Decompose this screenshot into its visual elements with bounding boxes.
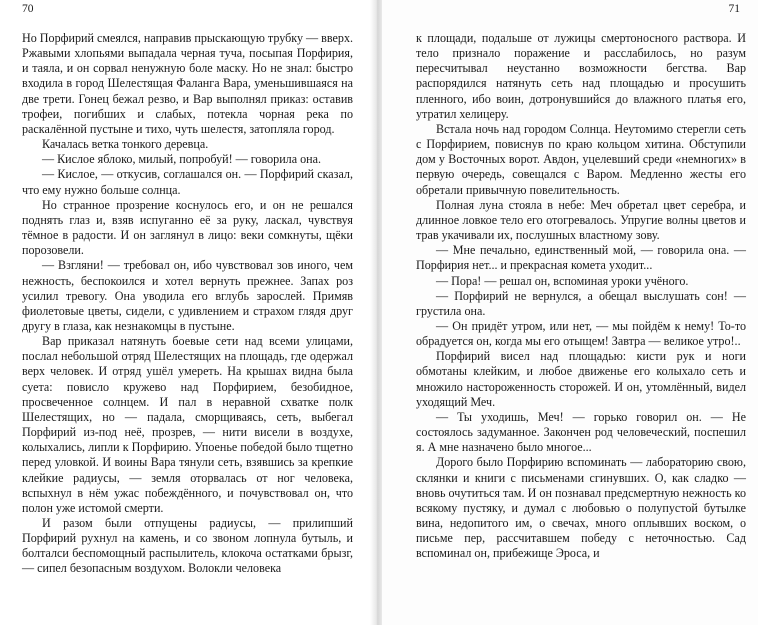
paragraph: — Кислое, — откусив, соглашался он. — Порфирий сказал, что ему нужно больше солнца. xyxy=(22,167,353,197)
left-page xyxy=(0,0,372,625)
paragraph: Вар приказал натянуть боевые сети над всеми улицами, послал небольшой отряд Шелестящих на площадь, где одержал верх человек. И отряд ушёл умереть. На крышах видна была суета: повисло кружево над Порфирием, безобидное, просвеченное солнцем. И пал в неравной схватке полк Шелестящих, но — падала, сморщиваясь, сеть, выбегал Порфирий из-под неё, прозрев, — нити висели в воздухе, колыхались, липли к Порфирию. Упоенье победой было тщетно перед уловкой. И воины Вара тянули сеть, взявшись за крепкие клейкие радиусы, — земля оторвалась от ног человека, вспыхнул в нём ужас побеждённого, и почувствовал он, что полон уже истомой смерти. xyxy=(22,334,353,515)
paragraph: И разом были отпущены радиусы, — прилипший Порфирий рухнул на камень, и со звоном лопнула бутыль, и болталси беспомощный распылитель, клокоча остатками брызг, — сипел безопасным воздухом. Волокли человека xyxy=(22,516,353,576)
paragraph: — Кислое яблоко, милый, попробуй! — говорила она. xyxy=(42,152,321,167)
paragraph: Дорого было Порфирию вспоминать — лабораторию свою, склянки и книги с письменами сгинувших. О, как сладко — вновь очутиться там. И он познавал предсмертную нежность ко всякому пустяку, и думал с любовью о полупустой бутылке вина, недопитого им, о свечах, много оплывших воском, о письме пер, рассчитавшем победу с неточностью. Сад вспоминал он, прибежище Эроса, и xyxy=(416,455,746,561)
right-page xyxy=(382,0,758,625)
paragraph: — Ты уходишь, Меч! — горько говорил он. — Не состоялось задуманное. Закончен род человеческий, поспешил я. А мне назначено было многое... xyxy=(416,409,746,455)
paragraph: Но Порфирий смеялся, направив прыскающую трубку — вверх. Ржавыми хлопьями выпадала черная туча, посыпая Порфирия, и таяла, и он сорвал ненужную боле маску. Но не знал: быстро входила в город Шелестящая Фаланга Вара, уменьшившаяся на две трети. Гонец бежал резво, и Вар выполнял приказ: оставив трофеи, погибших и слабых, потекла чорная река по раскалённой пустыне и тихо, чуть шелестя, затопляла город. xyxy=(22,31,354,136)
right-page-text xyxy=(416,31,746,561)
paragraph: Встала ночь над городом Солнца. Неутомимо стерегли сеть с Порфирием, повиснув по краю кольцом хитина. Обступили дом у Восточных ворот. Авдон, уцелевший среди «немногих» в первую очередь, совещался с Варом. Медленно жесты его обретали привычную повелительность. xyxy=(416,121,746,197)
paragraph: — Пора! — решал он, вспоминая уроки учёного. xyxy=(436,273,689,288)
paragraph: — Он придёт утром, или нет, — мы пойдём к нему! То-то обрадуется он, когда мы его отыщем! Завтра — великое утро!.. xyxy=(416,318,746,349)
paragraph: Порфирий висел над площадью: кисти рук и ноги обмотаны клейким, и любое движенье его колыхало сеть и множило настороженность сторожей. И он, утомлённый, видел уходящий Меч. xyxy=(416,349,746,409)
page-number: 70 xyxy=(22,3,34,15)
paragraph: Полная луна стояла в небе: Меч обретал цвет серебра, и длинное ловкое тело его отогревалось. Упругие волны цветов и трав укачивали их, послушных властному зову. xyxy=(416,197,746,243)
paragraph: — Мне печально, единственный мой, — говорила она. — Порфирия нет... и прекрасная комета уходит... xyxy=(416,243,746,273)
left-page-text xyxy=(22,31,353,577)
paragraph: Качалась ветка тонкого деревца. xyxy=(42,137,209,152)
paragraph: — Взгляни! — требовал он, ибо чувствовал зов иного, чем нежность, беспокоился и хотел вернуть прежнее. Запах роз усилил тревогу. Она уводила его вглубь зарослей. Примяв фиолетовые цветы, сидели, с удивлением и страхом глядя друг другу в глаза, как незнакомцы в пустыне. xyxy=(22,258,353,333)
paragraph: Но странное прозрение коснулось его, и он не решался поднять глаз и, взяв испуганно её за руку, ласкал, чувствуя тёмное в радости. И он заглянул в лицо: веки сомкнуты, щёки порозовели. xyxy=(22,197,353,258)
paragraph: — Порфирий не вернулся, а обещал выслушать сон! — грустила она. xyxy=(416,288,746,318)
paragraph: к площади, подальше от лужицы смертоносного раствора. И тело признало поражение и расслабилось, но разум пересчитывал неустанно возможности бегства. Вар распорядился натянуть сеть над площадью и просушить пленного, ибо воин, дотронувшийся до влажного платья его, утратил хелицеру. xyxy=(416,31,746,121)
page-number: 71 xyxy=(728,3,740,15)
